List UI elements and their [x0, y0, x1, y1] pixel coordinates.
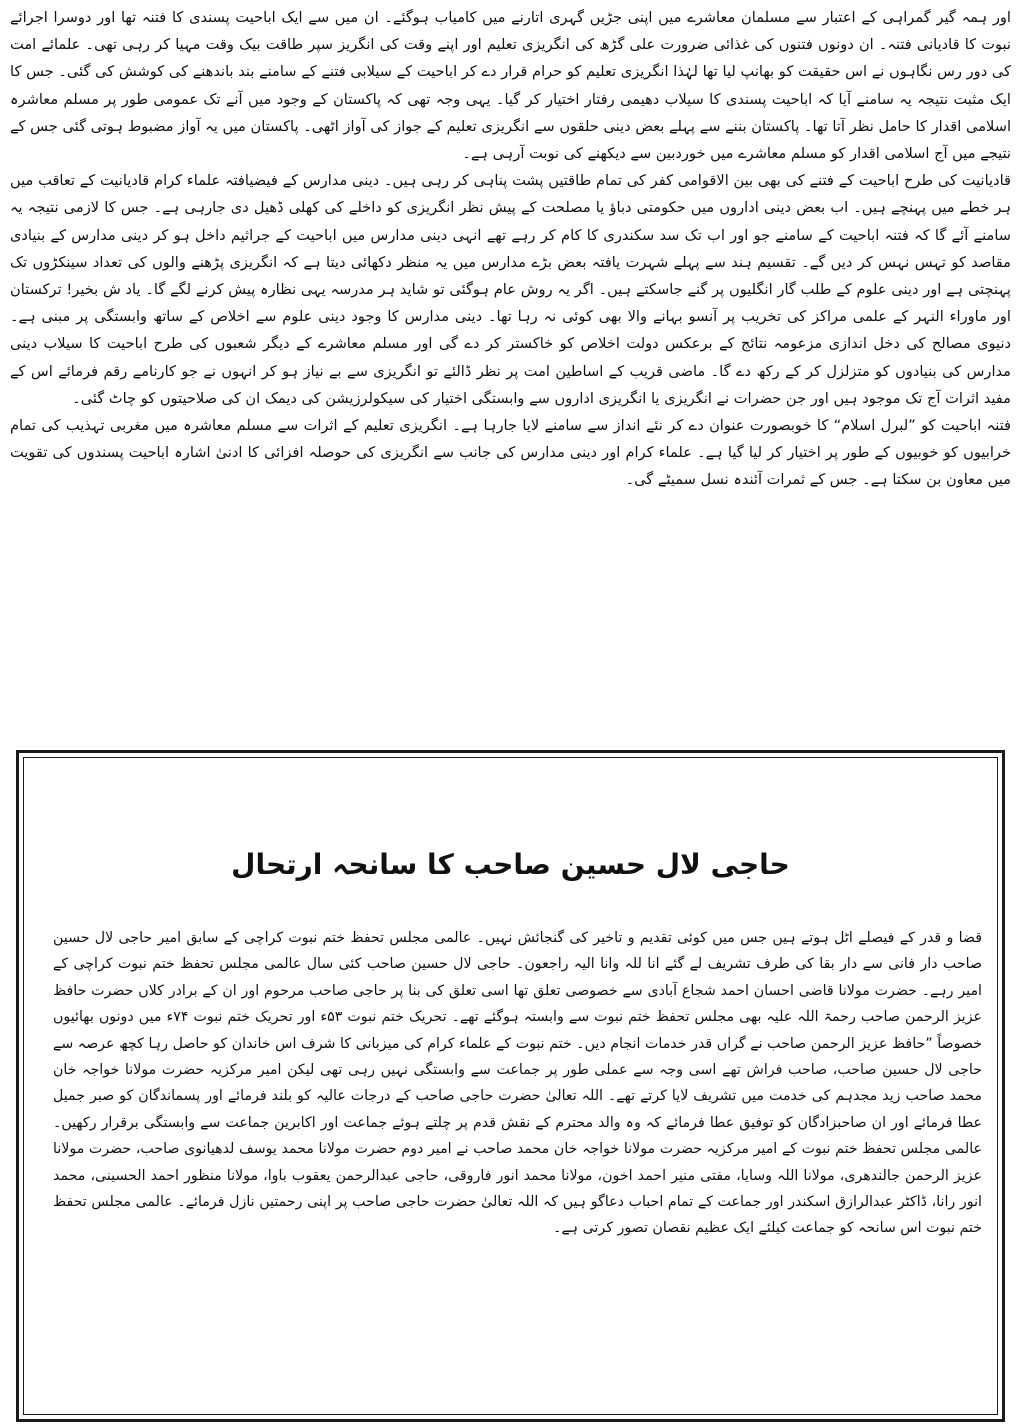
obituary-box: [16, 750, 1005, 1422]
article-body: [10, 4, 1011, 494]
obituary-paragraph: قضا و قدر کے فیصلے اٹل ہوتے ہیں جس میں کوئی تقدیم و تاخیر کی گنجائش نہیں۔ عالمی مجلس تحفظ ختم نبوت کراچی کے سابق امیر حاجی لال حسین صاحب دار فانی سے دار بقا کی طرف تشریف لے گئے انا للہ وانا الیہ راجعون۔ حاجی لال حسین صاحب کئی سال عالمی مجلس تحفظ ختم نبوت کراچی کے امیر رہے۔ حضرت مولانا قاضی احسان احمد شجاع آبادی سے خصوصی تعلق تھا اسی تعلق کی بنا پر حاجی صاحب مرحوم اور ان کے برادر کلاں حضرت حافظ عزیز الرحمن صاحب رحمۃ اللہ علیہ بھی مجلس تحفظ ختم نبوت سے وابستہ ہوگئے تھے۔ تحریک ختم نبوت ۵۳ء اور تحریک ختم نبوت ۷۴ء میں دونوں بھائیوں خصوصاً ”حافظ عزیز الرحمن صاحب نے گراں قدر خدمات انجام دیں۔ ختم نبوت کے علماء کرام کی میزبانی کا شرف اس خاندان کو حاصل رہا کچھ عرصہ سے حاجی لال حسین صاحب، صاحب فراش تھے اسی وجہ سے عملی طور پر جماعت سے وابستگی نہیں رہی تھی لیکن امیر مرکزیہ حضرت مولانا خواجہ خان محمد صاحب زید مجدہم کی خدمت میں تشریف لایا کرتے تھے۔ اللہ تعالیٰ حضرت حاجی صاحب کے درجات عالیہ کو بلند فرمائے اور پسماندگان کو صبر جمیل عطا فرمائے اور ان صاحبزادگان کو توفیق عطا فرمائے کہ وہ والد محترم کے نقش قدم پر چلتے ہوئے جماعت اور اکابرین جماعت سے وابستگی برقرار رکھیں۔ عالمی مجلس تحفظ ختم نبوت کے امیر مرکزیہ حضرت مولانا خواجہ خان محمد صاحب نے امیر دوم حضرت مولانا محمد یوسف لدھیانوی صاحب، حضرت مولانا عزیز الرحمن جالندھری، مولانا اللہ وسایا، مفتی منیر احمد اخون، مولانا محمد انور فاروقی، حاجی عبدالرحمن یعقوب باوا، مولانا منظور احمد الحسینی، محمد انور رانا، ڈاکٹر عبدالرازق اسکندر اور جماعت کے تمام احباب دعاگو ہیں کہ اللہ تعالیٰ حضرت حاجی صاحب پر اپنی رحمتیں نازل فرمائے۔ عالمی مجلس تحفظ ختم نبوت اس سانحہ کو جماعت کیلئے ایک عظیم نقصان تصور کرتی ہے۔: [53, 930, 982, 1237]
obituary-body: [53, 925, 982, 1242]
article-paragraph-1: اور ہمہ گیر گمراہی کے اعتبار سے مسلمان معاشرے میں اپنی جڑیں گہری اتارنے میں کامیاب ہوگئے۔ ان میں سے ایک اباحیت پسندی کا فتنہ تھا اور دوسرا اجرائے نبوت کا قادیانی فتنہ۔ ان دونوں فتنوں کی غذائی ضرورت علی گڑھ کی انگریزی تعلیم اور اپنے وقت کی انگریز سپر طاقت بیک وقت مہیا کر رہی تھی۔ علمائے امت کی دور رس نگاہوں نے اس حقیقت کو بھانپ لیا تھا لہٰذا انگریزی تعلیم کو حرام قرار دے کر اباحیت کے سیلابی فتنے کے سامنے بند باندھنے کی کوشش کی گئی۔ جس کا ایک مثبت نتیجہ یہ سامنے آیا کہ اباحیت پسندی کا سیلاب دھیمی رفتار اختیار کر گیا۔ یہی وجہ تھی کہ پاکستان کے وجود میں آنے تک عمومی طور پر مسلم معاشرہ اسلامی اقدار کا حامل نظر آتا تھا۔ پاکستان بننے سے پہلے بعض دینی حلقوں سے انگریزی تعلیم کے جواز کی آواز اٹھی۔ پاکستان میں یہ آواز مضبوط ہوتی گئی جس کے نتیجے میں آج اسلامی اقدار کو مسلم معاشرے میں خوردبین سے دیکھنے کی نوبت آرہی ہے۔: [10, 9, 1011, 163]
article-paragraph-2: قادیانیت کی طرح اباحیت کے فتنے کی بھی بین الاقوامی کفر کی تمام طاقتیں پشت پناہی کر رہی ہیں۔ دینی مدارس کے فیضیافتہ علماء کرام قادیانیت کے تعاقب میں ہر خطے میں پہنچے ہیں۔ اب بعض دینی اداروں میں حکومتی دباؤ یا مصلحت کے پیش نظر انگریزی کو داخلے کی کھلی ڈھیل دی جارہی ہے۔ جس کا لازمی نتیجہ یہ سامنے آئے گا کہ فتنہ اباحیت کے سامنے جو اور اب تک سد سکندری کا کام کر رہے تھے انہی دینی مدارس میں اباحیت کے جراثیم داخل ہو کر دینی مدارس کے بنیادی مقاصد کو تہس نہس کر دیں گے۔ تقسیم ہند سے پہلے شہرت یافتہ بعض بڑے مدارس میں یہ منظر دکھائی دیتا ہے کہ انگریزی پڑھنے والوں کی تعداد سینکڑوں تک پہنچتی ہے اور دینی علوم کے طلب گار انگلیوں پر گنے جاسکتے ہیں۔ اگر یہ روش عام ہوگئی تو شاید ہر مدرسہ یہی نظارہ پیش کرنے لگے گا۔ یاد ش بخیر! ترکستان اور ماوراء النہر کے علمی مراکز کی تخریب پر آنسو بہانے والا بھی کوئی نہ رہا تھا۔ دینی مدارس کا وجود دینی علوم سے اخلاص کے ساتھ وابستگی پر مبنی ہے۔ دنیوی مصالح کی دخل اندازی مزعومہ نتائج کے برعکس دولت اخلاص کو خاکستر کر دے گی اور مسلم معاشرے کے دیگر شعبوں کی طرح اباحیت کا سیلاب دینی مدارس کی بنیادوں کو متزلزل کر کے رکھ دے گا۔ ماضی قریب کے اساطین امت پر نظر ڈالئے تو انگریزی سے بے نیاز ہو کر انہوں نے جو کارنامے رقم فرمائے اس کے مفید اثرات آج تک موجود ہیں اور جن حضرات نے انگریزی یا انگریزی اداروں سے وابستگی اختیار کی سیکولرزیشن کی دیمک ان کی صلاحیتوں کو چاٹ گئی۔: [10, 172, 1011, 407]
obituary-title: حاجی لال حسین صاحب کا سانحہ ارتحال: [231, 848, 790, 881]
article-paragraph-3: فتنہ اباحیت کو ”لبرل اسلام“ کا خوبصورت عنوان دے کر نئے انداز سے سامنے لایا جارہا ہے۔ انگریزی تعلیم کے اثرات سے مسلم معاشرہ میں مغربی تہذیب کی تمام خرابیوں کو خوبیوں کے طور پر اختیار کر لیا گیا ہے۔ علماء کرام اور دینی مدارس کی جانب سے انگریزی کی حوصلہ افزائی کا ادنیٰ اشارہ اباحیت پسندوں کی تقویت میں معاون بن سکتا ہے۔ جس کے ثمرات آئندہ نسل سمیٹے گی۔: [10, 417, 1011, 489]
